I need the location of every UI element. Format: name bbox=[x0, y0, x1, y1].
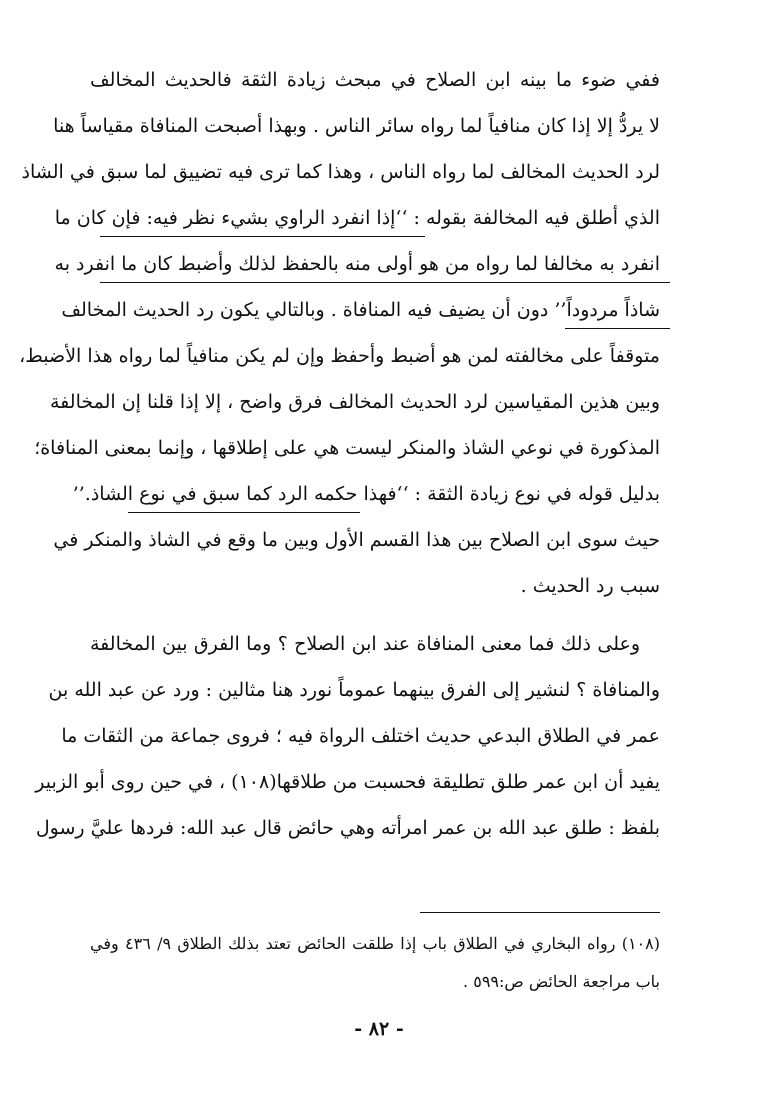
footnote-line: باب مراجعة الحائض ص:٥٩٩ . bbox=[463, 972, 660, 991]
page-number: - ٨٢ - bbox=[354, 1018, 404, 1040]
body-line: ففي ضوء ما بينه ابن الصلاح في مبحث زيادة الثقة فالحديث المخالف bbox=[90, 69, 660, 91]
body-line: وبين هذين المقياسين لرد الحديث المخالف فرق واضح ، إلا إذا قلنا إن المخالفة bbox=[49, 391, 660, 413]
body-line: والمنافاة ؟ لنشير إلى الفرق بينهما عموماً نورد هنا مثالين : ورد عن عبد الله بن bbox=[48, 679, 660, 701]
body-line: انفرد به مخالفا لما رواه من هو أولى منه بالحفظ لذلك وأضبط كان ما انفرد به bbox=[54, 253, 660, 275]
footnote-line: (١٠٨) رواه البخاري في الطلاق باب إذا طلقت الحائض تعتد بذلك الطلاق ٩/ ٤٣٦ وفي bbox=[90, 934, 660, 953]
body-line: يفيد أن ابن عمر طلق تطليقة فحسبت من طلاقها(١٠٨) ، في حين روى أبو الزبير bbox=[35, 771, 660, 793]
body-line: شاذاً مردوداً’’ دون أن يضيف فيه المنافاة . وبالتالي يكون رد الحديث المخالف bbox=[61, 299, 660, 321]
body-line: حيث سوى ابن الصلاح بين هذا القسم الأول وبين ما وقع في الشاذ والمنكر في bbox=[53, 529, 660, 551]
quote-underline bbox=[100, 236, 425, 237]
body-line: وعلى ذلك فما معنى المنافاة عند ابن الصلاح ؟ وما الفرق بين المخالفة bbox=[90, 633, 640, 655]
body-line: لا يردُّ إلا إذا كان منافياً لما رواه سائر الناس . وبهذا أصبحت المنافاة مقياساً هنا bbox=[53, 115, 660, 137]
body-line: الذي أطلق فيه المخالفة بقوله : ‘‘إذا انفرد الراوي بشيء نظر فيه: فإن كان ما bbox=[54, 207, 660, 229]
quote-underline bbox=[128, 512, 360, 513]
footnote-separator bbox=[420, 912, 660, 913]
body-line: المذكورة في نوعي الشاذ والمنكر ليست هي على إطلاقها ، وإنما بمعنى المنافاة؛ bbox=[34, 437, 660, 459]
body-line: بدليل قوله في نوع زيادة الثقة : ‘‘فهذا حكمه الرد كما سبق في نوع الشاذ.’’ bbox=[72, 483, 660, 505]
quote-underline bbox=[565, 328, 670, 329]
body-line: بلفظ : طلق عبد الله بن عمر امرأته وهي حائض قال عبد الله: فردها عليَّ رسول bbox=[35, 817, 660, 839]
body-line: سبب رد الحديث . bbox=[520, 575, 660, 597]
body-line: عمر في الطلاق البدعي حديث اختلف الرواة فيه ؛ فروى جماعة من الثقات ما bbox=[61, 725, 660, 747]
body-line: لرد الحديث المخالف لما رواه الناس ، وهذا كما ترى فيه تضييق لما سبق في الشاذ bbox=[21, 161, 660, 183]
quote-underline bbox=[100, 282, 670, 283]
body-line: متوقفاً على مخالفته لمن هو أضبط وأحفظ وإن لم يكن منافياً لما رواه هذا الأضبط، bbox=[19, 345, 660, 367]
